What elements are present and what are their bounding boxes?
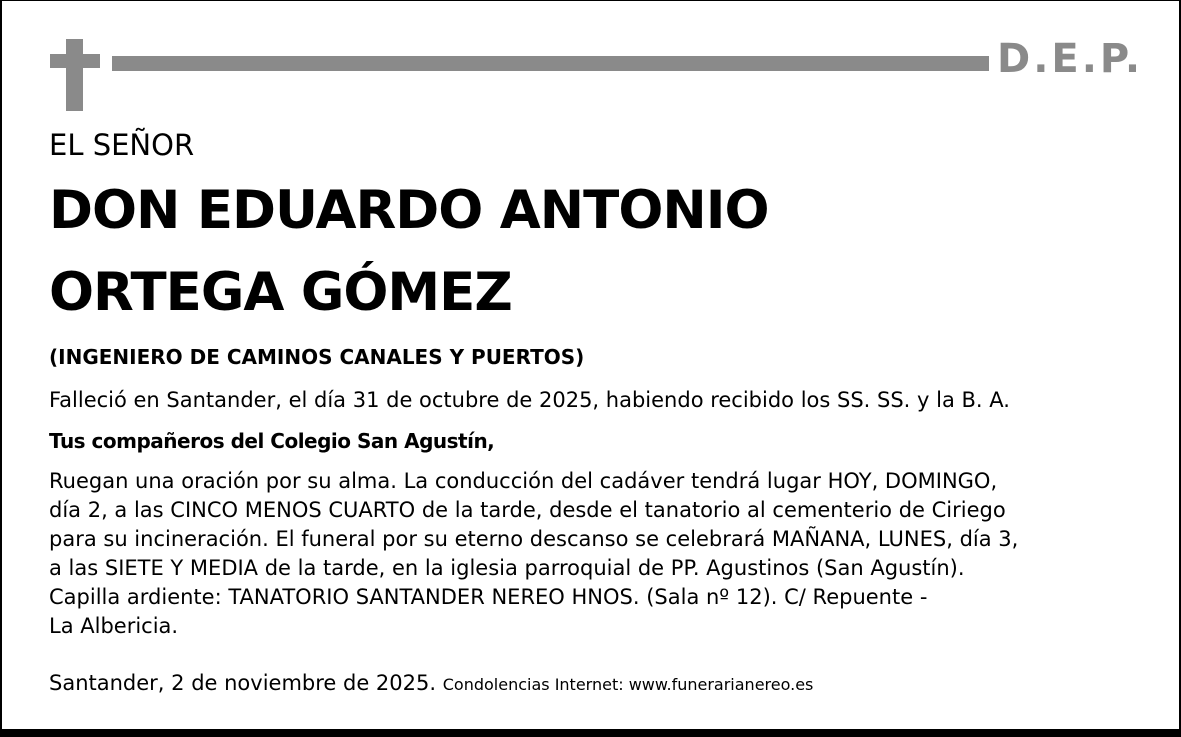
announcement-body bbox=[49, 467, 1018, 641]
body-line: Ruegan una oración por su alma. La conducción del cadáver tendrá lugar HOY, DOMINGO, bbox=[49, 469, 998, 493]
title-prefix: EL SEÑOR bbox=[49, 128, 195, 162]
body-line: día 2, a las CINCO MENOS CUARTO de la tarde, desde el tanatorio al cementerio de Ciriego bbox=[49, 498, 1006, 522]
deceased-name-line1: DON EDUARDO ANTONIO bbox=[49, 180, 769, 241]
header-rule bbox=[112, 56, 989, 71]
profession: (INGENIERO DE CAMINOS CANALES Y PUERTOS) bbox=[49, 345, 585, 369]
body-line: La Albericia. bbox=[49, 614, 179, 638]
from-line: Tus compañeros del Colegio San Agustín, bbox=[49, 429, 495, 453]
footer-line bbox=[49, 667, 813, 701]
cross-icon bbox=[50, 39, 100, 111]
deceased-name-line2: ORTEGA GÓMEZ bbox=[49, 262, 512, 323]
place-date: Santander, 2 de noviembre de 2025. bbox=[49, 671, 437, 695]
body-line: a las SIETE Y MEDIA de la tarde, en la iglesia parroquial de PP. Agustinos (San Agustín). bbox=[49, 556, 965, 580]
death-statement: Falleció en Santander, el día 31 de octubre de 2025, habiendo recibido los SS. SS. y la B. A. bbox=[49, 388, 1010, 412]
body-line: para su incineración. El funeral por su eterno descanso se celebrará MAÑANA, LUNES, día 3, bbox=[49, 527, 1019, 551]
body-line: Capilla ardiente: TANATORIO SANTANDER NEREO HNOS. (Sala nº 12). C/ Repuente - bbox=[49, 585, 928, 609]
condolences-link: Condolencias Internet: www.funerarianereo.es bbox=[442, 675, 814, 694]
dep-label: D.E.P. bbox=[997, 36, 1144, 82]
